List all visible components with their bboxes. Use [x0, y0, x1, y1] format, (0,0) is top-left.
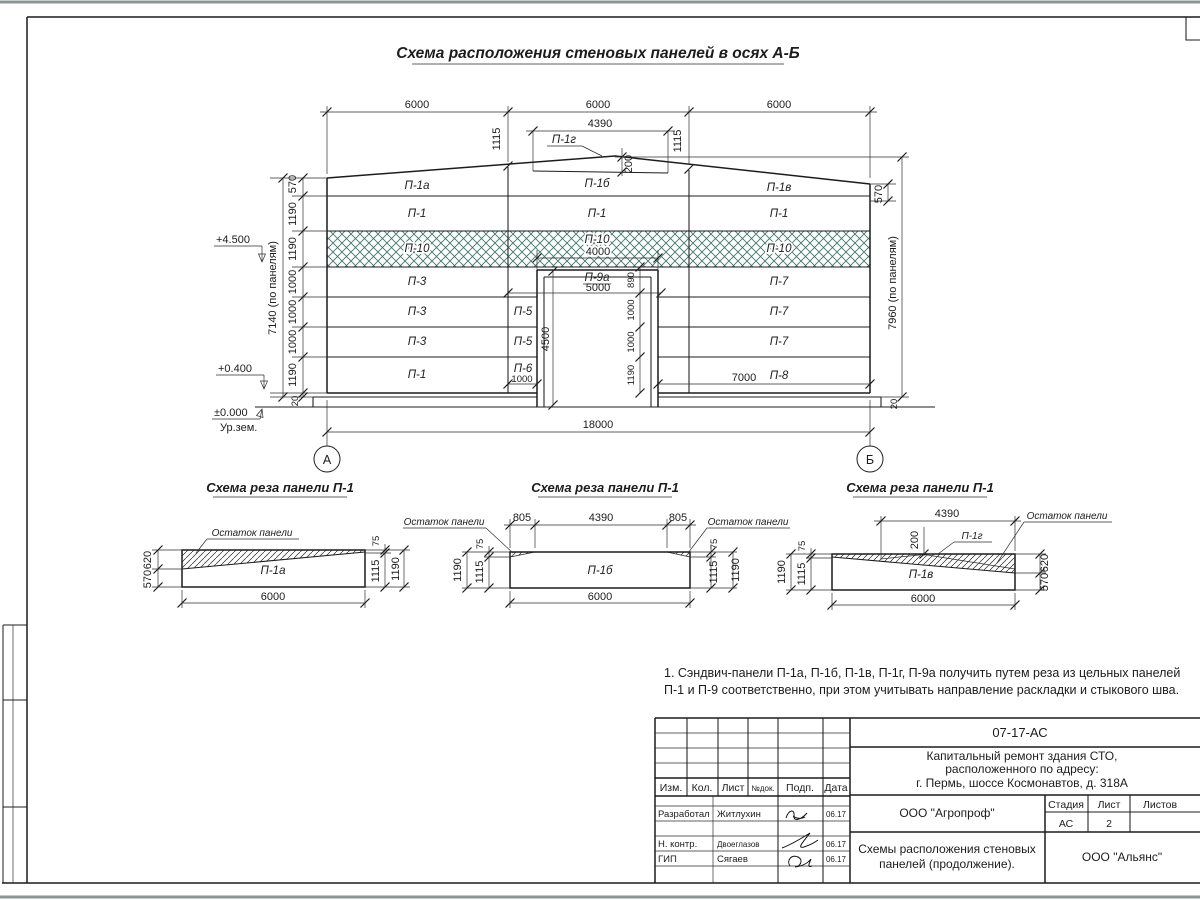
panel-label: П-1а	[260, 565, 286, 577]
elevation-scheme	[212, 99, 935, 472]
cut-scheme-p1a	[142, 480, 410, 608]
dim-805r: 805	[668, 512, 688, 524]
dim-7960: 7960 (по панелям)	[887, 236, 899, 330]
panel-label: П-1	[769, 208, 789, 220]
level-0400: +0.400	[218, 363, 252, 375]
dim-570: 570	[142, 569, 154, 589]
col-kol: Кол.	[691, 782, 713, 794]
dim-75l: 75	[475, 538, 486, 550]
panel-label: П-3	[407, 306, 427, 318]
name-gip: Сягаев	[717, 854, 748, 865]
dim-4390: 4390	[934, 508, 960, 520]
cut-scheme-p1b	[403, 480, 790, 608]
dim-75: 75	[371, 535, 382, 547]
dim: 1190	[287, 363, 299, 387]
detail-title: Схема реза панели П-1	[846, 480, 994, 495]
project-line-3: г. Пермь, шоссе Космонавтов, д. 318А	[916, 776, 1128, 790]
name-ncontr: Двоеглазов	[717, 840, 760, 849]
dim-890: 890	[626, 272, 637, 288]
dim-1115l: 1115	[474, 560, 486, 584]
dim-6000: 6000	[587, 591, 613, 603]
remnant-label: Остаток панели	[211, 528, 293, 539]
sheet-label: Лист	[1097, 799, 1121, 811]
dim-1115: 1115	[796, 562, 808, 586]
dim-620: 620	[142, 550, 154, 570]
level-marks	[212, 234, 268, 434]
col-ndok: №док.	[751, 784, 775, 793]
project-line-2: расположенного по адресу:	[945, 762, 1099, 776]
panel-label: П-7	[769, 306, 789, 318]
name-developer: Житлухин	[717, 809, 761, 820]
panel-label: П-1в	[908, 569, 934, 581]
note-line-2: П-1 и П-9 соответственно, при этом учитывать направление раскладки и стыкового шва.	[664, 683, 1180, 697]
left-margin-stamp	[3, 625, 27, 883]
sheets-label: Листов	[1142, 799, 1178, 811]
cut-scheme-p1v	[776, 480, 1112, 610]
dim-4390: 4390	[588, 512, 614, 524]
dim-4500: 4500	[540, 326, 552, 352]
drawing-title: Схема расположения стеновых панелей в осях А-Б	[396, 45, 800, 62]
panel-label: П-5	[513, 336, 533, 348]
date-gip: 06.17	[825, 855, 847, 864]
role-gip: ГИП	[658, 854, 677, 865]
dim-805l: 805	[512, 512, 532, 524]
panel-label: П-10	[584, 234, 610, 246]
panel-label: П-1	[407, 208, 427, 220]
dim: 1190	[287, 202, 299, 226]
panel-label: П-10	[404, 243, 430, 255]
dim-5000: 5000	[585, 282, 611, 294]
dim: 1000	[287, 269, 299, 295]
col-podp: Подп.	[786, 782, 814, 794]
date-ncontr: 06.17	[825, 840, 847, 849]
role-ncontr: Н. контр.	[658, 839, 698, 850]
dim-1115-left: 1115	[491, 127, 503, 151]
col-list: Лист	[721, 782, 745, 794]
dim: 1190	[287, 237, 299, 261]
panel-label-p9a: П-9а	[584, 272, 610, 284]
general-note	[664, 666, 1180, 697]
panel-label: П-6	[513, 363, 533, 375]
panel-label: П-7	[769, 336, 789, 348]
signature-marks	[782, 811, 818, 867]
dim-1115: 1115	[370, 559, 382, 583]
dim-7140: 7140 (по панелям)	[267, 241, 279, 335]
stage-label: Стадия	[1048, 799, 1084, 811]
remnant-label-right: Остаток панели	[707, 517, 789, 528]
doc-code: 07-17-АС	[992, 725, 1048, 740]
project-line-1: Капитальный ремонт здания СТО,	[926, 749, 1118, 763]
dim-6000-2: 6000	[585, 99, 611, 111]
dim-75r: 75	[709, 538, 720, 550]
panel-label: П-10	[766, 243, 792, 255]
dim: 1000	[287, 299, 299, 325]
remnant-label: Остаток панели	[1026, 511, 1108, 522]
panel-label: П-3	[407, 276, 427, 288]
sheet-number: 2	[1106, 818, 1112, 830]
title-block	[655, 718, 1200, 883]
col-data: Дата	[824, 782, 848, 794]
dim-1115-right: 1115	[672, 129, 684, 153]
detail-title: Схема реза панели П-1	[206, 480, 354, 495]
dim-20l: 20	[290, 395, 301, 407]
dim-6000-3: 6000	[766, 99, 792, 111]
dim-75: 75	[797, 540, 808, 552]
axis-label-b: Б	[865, 453, 875, 467]
dim-20r: 20	[889, 398, 900, 410]
format-box	[1186, 17, 1200, 40]
dim-4000: 4000	[585, 246, 611, 258]
dim-1000-p6: 1000	[511, 374, 533, 385]
panel-label: П-1	[587, 208, 607, 220]
panel-label: П-8	[769, 370, 789, 382]
dim-570l: 570	[287, 174, 299, 194]
drawing-name-line-1: Схемы расположения стеновых	[858, 842, 1036, 856]
dim-570r: 570	[873, 184, 885, 204]
dim-1190l: 1190	[452, 558, 464, 582]
dim-200: 200	[909, 530, 921, 550]
ground-label: Ур.зем.	[220, 422, 258, 434]
level-0000: ±0.000	[214, 407, 248, 419]
dim-1115r: 1115	[708, 560, 720, 584]
detail-title: Схема реза панели П-1	[531, 480, 679, 495]
dim-1190d: 1190	[626, 364, 637, 386]
remnant-label-left: Остаток панели	[403, 517, 485, 528]
dim-570: 570	[1039, 572, 1051, 592]
panel-label: П-1б	[584, 178, 610, 190]
col-izm: Изм.	[659, 782, 683, 794]
panel-label: П-3	[407, 336, 427, 348]
role-developer: Разработал	[658, 809, 710, 820]
dim-6000-1: 6000	[404, 99, 430, 111]
panel-label: П-1	[407, 369, 427, 381]
date-developer: 06.17	[825, 810, 847, 819]
dim-7000: 7000	[731, 372, 757, 384]
level-4500: +4.500	[216, 234, 250, 246]
piece-label-p1g: П-1г	[961, 531, 983, 542]
axis-label-a: А	[322, 453, 332, 467]
panel-label: П-1а	[404, 180, 430, 192]
dim-1190r: 1190	[730, 558, 742, 582]
contractor-org: ООО "Альянс"	[1081, 850, 1163, 864]
dim-6000: 6000	[260, 591, 286, 603]
dim-6000: 6000	[910, 593, 936, 605]
dim-1190: 1190	[776, 560, 788, 584]
dim-1190: 1190	[390, 557, 402, 581]
dim-1000b: 1000	[626, 331, 637, 353]
drawing-name-line-2: панелей (продолжение).	[879, 857, 1015, 871]
panel-label-p1g: П-1г	[551, 134, 577, 146]
panel-label: П-7	[769, 276, 789, 288]
dim: 1000	[287, 329, 299, 355]
dim-1000a: 1000	[626, 299, 637, 321]
dim-18000: 18000	[582, 419, 614, 431]
panel-label: П-1в	[766, 182, 792, 194]
panel-label: П-5	[513, 306, 533, 318]
note-line-1: 1. Сэндвич-панели П-1а, П-1б, П-1в, П-1г, П-9а получить путем реза из цельных панелей	[664, 666, 1181, 680]
dim-200: 200	[623, 154, 635, 174]
dim-4390: 4390	[587, 118, 613, 130]
designer-org: ООО "Агропроф"	[899, 806, 995, 820]
stage-value: АС	[1058, 818, 1074, 830]
dim-620: 620	[1039, 553, 1051, 573]
panel-label: П-1б	[587, 565, 613, 577]
